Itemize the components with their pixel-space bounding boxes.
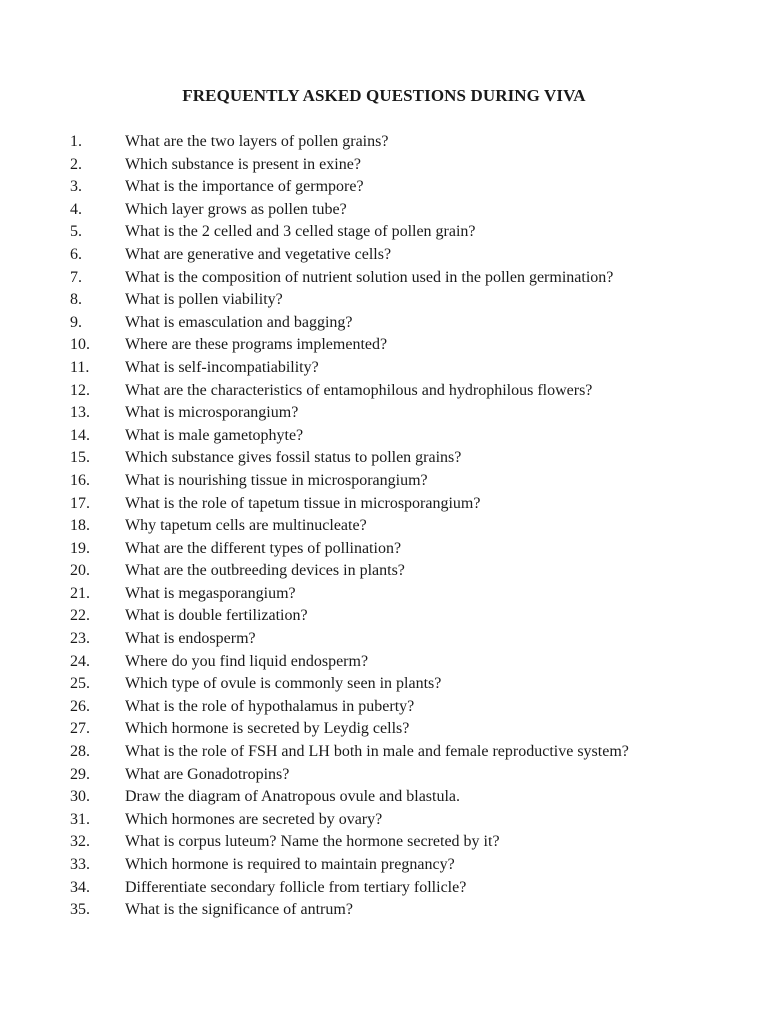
- question-text: What is the 2 celled and 3 celled stage of pollen grain?: [125, 223, 476, 241]
- question-text: What is endosperm?: [125, 630, 256, 648]
- question-text: What is the importance of germpore?: [125, 178, 364, 196]
- question-item: [0, 131, 768, 154]
- question-text: What is emasculation and bagging?: [125, 313, 353, 331]
- question-text: Where do you find liquid endosperm?: [125, 652, 369, 670]
- question-number: 1.: [70, 133, 82, 150]
- question-item: [0, 741, 768, 764]
- question-item: [0, 651, 768, 674]
- question-number: 18.: [70, 517, 90, 535]
- question-text: What are the two layers of pollen grains?: [125, 133, 389, 150]
- question-text: What is the role of tapetum tissue in microsporangium?: [125, 494, 481, 512]
- question-number: 32.: [70, 833, 90, 851]
- question-number: 33.: [70, 856, 90, 873]
- question-text: What is the composition of nutrient solution used in the pollen germination?: [125, 268, 614, 286]
- question-item: [0, 312, 768, 335]
- question-text: What is pollen viability?: [125, 291, 283, 309]
- question-text: What is the role of hypothalamus in puberty?: [125, 697, 415, 715]
- question-number: 11.: [70, 358, 90, 376]
- question-number: 30.: [70, 788, 90, 806]
- question-item: [0, 447, 768, 470]
- question-number: 14.: [70, 426, 90, 444]
- question-number: 23.: [70, 630, 90, 648]
- question-text: What is the role of FSH and LH both in male and female reproductive system?: [125, 743, 629, 761]
- question-number: 9.: [70, 313, 82, 331]
- question-text: What is male gametophyte?: [125, 426, 304, 444]
- question-text: Which layer grows as pollen tube?: [125, 200, 347, 218]
- question-item: [0, 176, 768, 199]
- question-item: [0, 199, 768, 222]
- question-text: Which type of ovule is commonly seen in plants?: [125, 675, 442, 693]
- question-number: 7.: [70, 268, 82, 286]
- question-number: 27.: [70, 720, 90, 738]
- question-text: Which substance is present in exine?: [125, 155, 361, 173]
- question-text: What is double fertilization?: [125, 607, 308, 625]
- question-number: 8.: [70, 291, 82, 309]
- question-number: 17.: [70, 494, 90, 512]
- question-item: [0, 854, 768, 877]
- question-text: What is self-incompatiability?: [125, 358, 319, 376]
- question-number: 20.: [70, 562, 90, 580]
- question-item: [0, 764, 768, 787]
- question-item: [0, 357, 768, 380]
- question-number: 12.: [70, 381, 90, 399]
- question-item: [0, 809, 768, 832]
- question-text: Where are these programs implemented?: [125, 336, 388, 354]
- question-text: What are the different types of pollination?: [125, 539, 402, 557]
- question-item: [0, 583, 768, 606]
- question-number: 24.: [70, 652, 90, 670]
- question-item: [0, 560, 768, 583]
- question-text: What is microsporangium?: [125, 404, 299, 422]
- question-text: What is the significance of antrum?: [125, 901, 353, 919]
- question-item: [0, 696, 768, 719]
- question-number: 25.: [70, 675, 90, 693]
- question-item: [0, 605, 768, 628]
- question-item: [0, 334, 768, 357]
- question-item: [0, 154, 768, 177]
- question-number: 28.: [70, 743, 90, 761]
- question-text: What are the characteristics of entamophilous and hydrophilous flowers?: [125, 381, 593, 399]
- question-number: 13.: [70, 404, 90, 422]
- question-item: [0, 267, 768, 290]
- question-item: [0, 425, 768, 448]
- question-text: What are generative and vegetative cells?: [125, 245, 392, 263]
- question-number: 15.: [70, 449, 90, 467]
- question-text: What is corpus luteum? Name the hormone secreted by it?: [125, 833, 500, 851]
- question-number: 6.: [70, 245, 82, 263]
- question-item: [0, 831, 768, 854]
- question-item: [0, 380, 768, 403]
- question-item: [0, 493, 768, 516]
- question-text: Which substance gives fossil status to pollen grains?: [125, 449, 462, 467]
- question-item: [0, 718, 768, 741]
- page-title: FREQUENTLY ASKED QUESTIONS DURING VIVA: [182, 86, 586, 105]
- question-list: [0, 131, 768, 922]
- question-number: 5.: [70, 223, 82, 241]
- question-text: Differentiate secondary follicle from tertiary follicle?: [125, 878, 467, 896]
- question-text: Which hormones are secreted by ovary?: [125, 810, 383, 828]
- question-item: [0, 877, 768, 900]
- question-item: [0, 899, 768, 922]
- question-item: [0, 289, 768, 312]
- question-number: 26.: [70, 697, 90, 715]
- question-number: 29.: [70, 765, 90, 783]
- question-number: 22.: [70, 607, 90, 625]
- question-text: What is megasporangium?: [125, 584, 296, 602]
- question-number: 21.: [70, 584, 90, 602]
- question-number: 35.: [70, 901, 90, 919]
- question-text: Which hormone is required to maintain pregnancy?: [125, 856, 455, 873]
- question-number: 10.: [70, 336, 90, 354]
- question-item: [0, 470, 768, 493]
- question-text: What are Gonadotropins?: [125, 765, 290, 783]
- question-item: [0, 515, 768, 538]
- question-item: [0, 538, 768, 561]
- question-item: [0, 673, 768, 696]
- question-text: What is nourishing tissue in microsporangium?: [125, 471, 428, 489]
- question-number: 4.: [70, 200, 82, 218]
- question-text: Why tapetum cells are multinucleate?: [125, 517, 367, 535]
- question-number: 31.: [70, 810, 90, 828]
- question-text: Which hormone is secreted by Leydig cells?: [125, 720, 410, 738]
- question-number: 16.: [70, 471, 90, 489]
- question-item: [0, 402, 768, 425]
- question-item: [0, 628, 768, 651]
- question-text: What are the outbreeding devices in plants?: [125, 562, 405, 580]
- question-number: 2.: [70, 155, 82, 173]
- question-number: 34.: [70, 878, 90, 896]
- question-item: [0, 786, 768, 809]
- question-text: Draw the diagram of Anatropous ovule and blastula.: [125, 788, 461, 806]
- question-item: [0, 221, 768, 244]
- question-item: [0, 244, 768, 267]
- question-number: 3.: [70, 178, 82, 196]
- question-number: 19.: [70, 539, 90, 557]
